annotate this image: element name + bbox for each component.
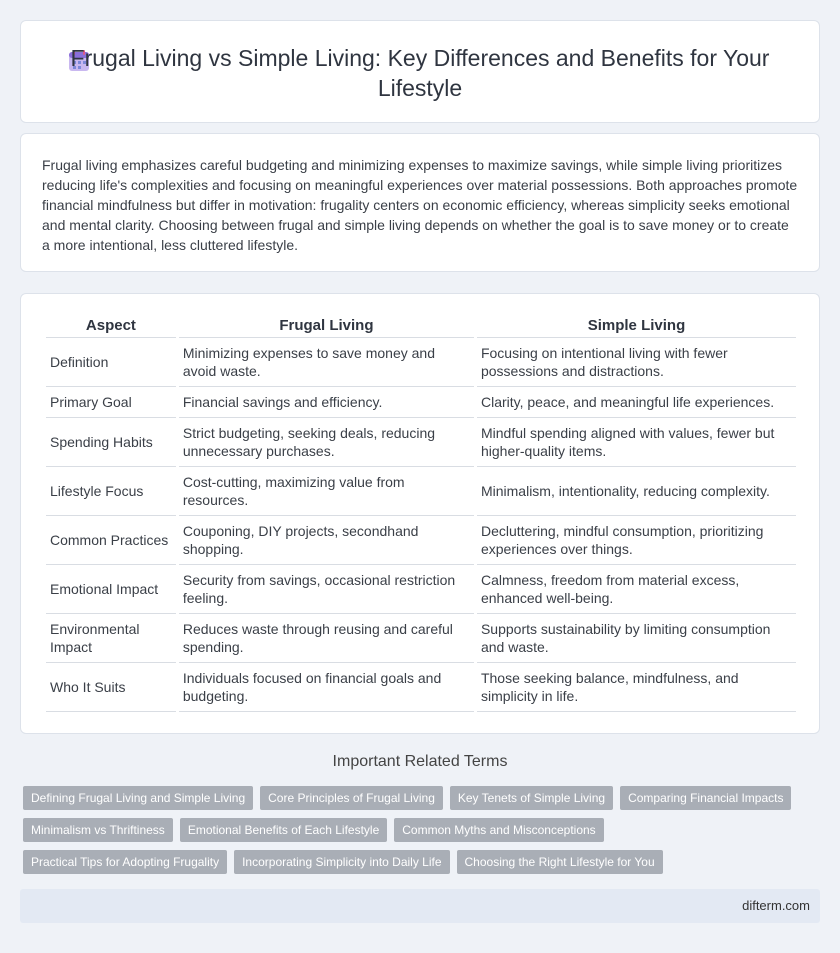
row-aspect: Who It Suits — [46, 663, 176, 712]
intro-paragraph: Frugal living emphasizes careful budgeting and minimizing expenses to maximize savings, while simple living prioritizes reducing life's complexities and focusing on meaningful experiences over material possessions. Both approaches promote financial mindfulness but differ in motivation: frugality centers on economic efficiency, whereas simplicity seeks emotional and mental clarity. Choosing between frugal and simple living depends on whether the goal is to save money or to create a more intentional, less cluttered lifestyle. — [42, 157, 798, 253]
row-simple: Mindful spending aligned with values, fewer but higher-quality items. — [477, 418, 796, 467]
table-row — [46, 467, 796, 516]
related-term-tag[interactable]: Key Tenets of Simple Living — [450, 786, 613, 810]
row-simple: Focusing on intentional living with fewer possessions and distractions. — [477, 338, 796, 387]
table-row — [46, 387, 796, 418]
related-term-tag[interactable]: Practical Tips for Adopting Frugality — [23, 850, 227, 874]
row-frugal: Reduces waste through reusing and careful spending. — [179, 614, 474, 663]
comparison-card — [20, 293, 820, 734]
footer — [20, 889, 820, 923]
related-term-tag[interactable]: Incorporating Simplicity into Daily Life — [234, 850, 449, 874]
table-row — [46, 565, 796, 614]
header-simple-living: Simple Living — [477, 316, 796, 338]
related-term-tag[interactable]: Comparing Financial Impacts — [620, 786, 791, 810]
row-simple: Those seeking balance, mindfulness, and simplicity in life. — [477, 663, 796, 712]
table-row — [46, 338, 796, 387]
header-card — [20, 20, 820, 123]
row-frugal: Security from savings, occasional restriction feeling. — [179, 565, 474, 614]
table-row — [46, 663, 796, 712]
row-simple: Calmness, freedom from material excess, enhanced well-being. — [477, 565, 796, 614]
related-term-tag[interactable]: Minimalism vs Thriftiness — [23, 818, 173, 842]
row-frugal: Couponing, DIY projects, secondhand shopping. — [179, 516, 474, 565]
row-simple: Supports sustainability by limiting consumption and waste. — [477, 614, 796, 663]
table-row — [46, 516, 796, 565]
table-row — [46, 418, 796, 467]
row-aspect: Definition — [46, 338, 176, 387]
related-term-tag[interactable]: Defining Frugal Living and Simple Living — [23, 786, 253, 810]
row-aspect: Lifestyle Focus — [46, 467, 176, 516]
related-term-tag[interactable]: Choosing the Right Lifestyle for You — [457, 850, 663, 874]
row-simple: Decluttering, mindful consumption, prioritizing experiences over things. — [477, 516, 796, 565]
row-frugal: Financial savings and efficiency. — [179, 387, 474, 418]
footer-site-link[interactable]: difterm.com — [742, 898, 810, 913]
page-title: Frugal Living vs Simple Living: Key Differences and Benefits for Your Lifestyle — [70, 45, 770, 101]
related-term-tag[interactable]: Core Principles of Frugal Living — [260, 786, 443, 810]
row-aspect: Environmental Impact — [46, 614, 176, 663]
row-aspect: Primary Goal — [46, 387, 176, 418]
related-terms-list — [23, 786, 823, 882]
related-terms-heading: Important Related Terms — [332, 753, 508, 770]
table-row — [46, 614, 796, 663]
related-term-tag[interactable]: Emotional Benefits of Each Lifestyle — [180, 818, 387, 842]
related-term-tag[interactable]: Common Myths and Misconceptions — [394, 818, 603, 842]
row-simple: Minimalism, intentionality, reducing complexity. — [477, 467, 796, 516]
row-frugal: Strict budgeting, seeking deals, reducing unnecessary purchases. — [179, 418, 474, 467]
row-aspect: Spending Habits — [46, 418, 176, 467]
intro-card — [20, 133, 820, 272]
row-frugal: Individuals focused on financial goals and budgeting. — [179, 663, 474, 712]
table-header-row — [46, 316, 796, 338]
row-simple: Clarity, peace, and meaningful life experiences. — [477, 387, 796, 418]
row-frugal: Minimizing expenses to save money and avoid waste. — [179, 338, 474, 387]
header-aspect: Aspect — [46, 316, 176, 338]
header-frugal-living: Frugal Living — [179, 316, 474, 338]
row-aspect: Emotional Impact — [46, 565, 176, 614]
row-frugal: Cost-cutting, maximizing value from resources. — [179, 467, 474, 516]
comparison-table — [43, 316, 799, 712]
row-aspect: Common Practices — [46, 516, 176, 565]
